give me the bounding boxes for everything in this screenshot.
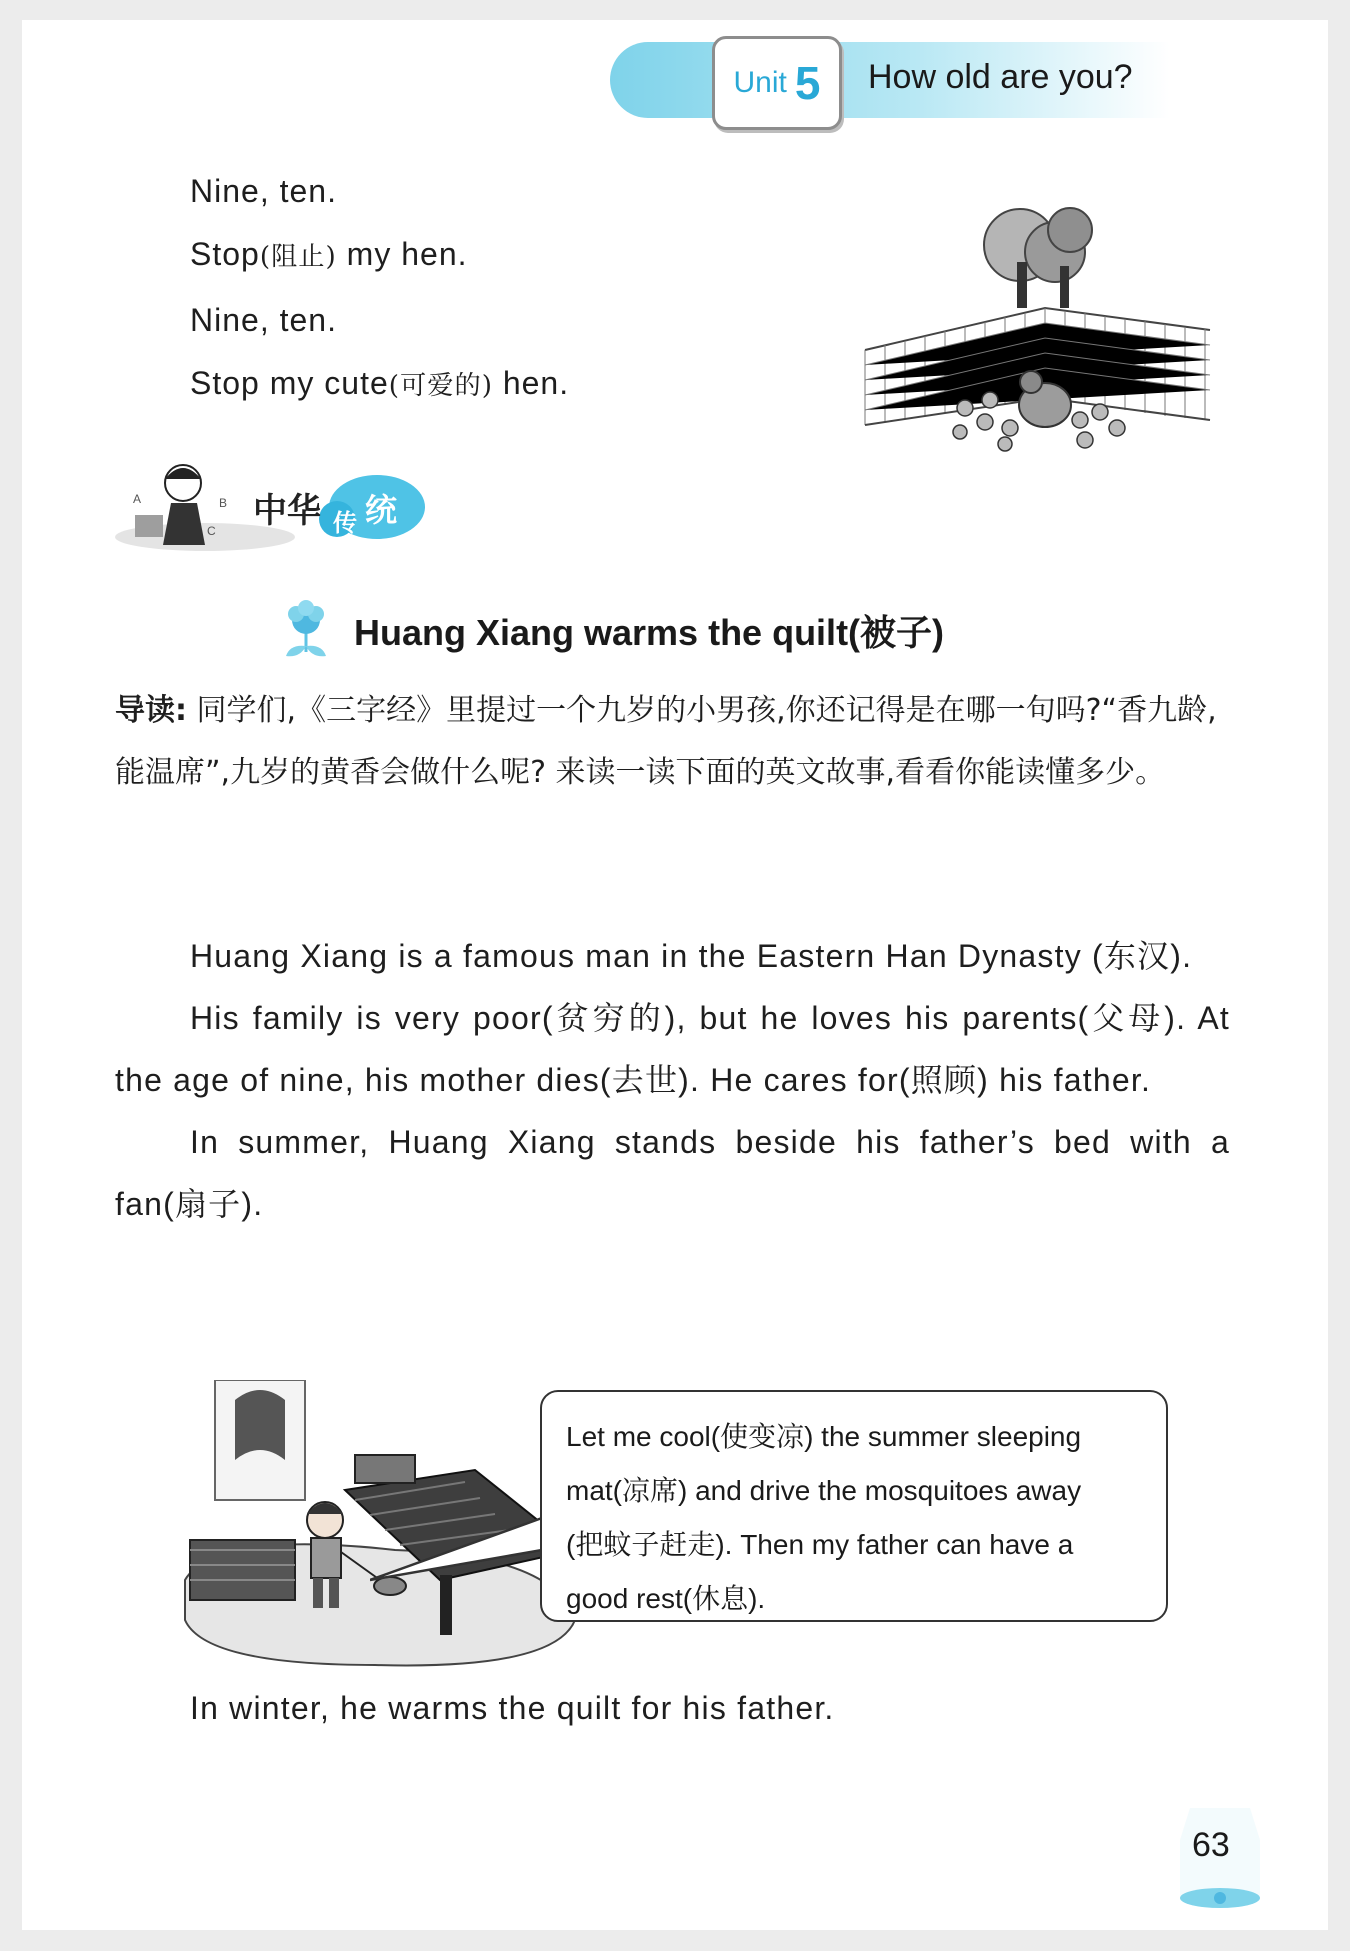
- bubble-line: Let me cool(使变凉) the summer sleeping: [566, 1421, 1082, 1452]
- rhyme-text: Stop: [190, 236, 260, 272]
- svg-text:B: B: [219, 496, 228, 510]
- blue-flower-icon: [280, 600, 332, 660]
- story-paragraph: His family is very poor(贫穷的), but he loves his parents(父母). At the age of nine, his mother dies(去世). He cares for(照顾) his father.: [115, 1000, 1230, 1098]
- rhyme-line: [190, 223, 569, 289]
- rhyme-line: Nine, ten.: [190, 173, 337, 209]
- intro-text: 同学们,《三字经》里提过一个九岁的小男孩,你还记得是在哪一句吗?“香九龄,能温席”,九岁的黄香会做什么呢? 来读一读下面的英文故事,看看你能读懂多少。: [115, 693, 1217, 790]
- story-heading: [280, 600, 944, 660]
- bubble-line: mat(凉席) and drive the mosquitoes away: [566, 1475, 1082, 1506]
- rhyme-text: Stop my cute: [190, 365, 389, 401]
- unit-word: Unit: [733, 66, 787, 99]
- intro-paragraph: [115, 680, 1230, 804]
- story-paragraph: Huang Xiang is a famous man in the Eastern Han Dynasty (东汉).: [190, 938, 1193, 974]
- bubble-line: good rest(休息).: [566, 1583, 766, 1614]
- bubble-line: (把蚊子赶走). Then my father can have a: [566, 1529, 1074, 1560]
- badge-text-zhonghua: 中华: [253, 491, 321, 531]
- rhyme-gloss: (可爱的): [388, 371, 493, 401]
- speech-bubble: [540, 1390, 1168, 1622]
- story-paragraph: In summer, Huang Xiang stands beside his father’s bed with a fan(扇子).: [115, 1124, 1230, 1222]
- story-paragraph-last: In winter, he warms the quilt for his father.: [190, 1690, 835, 1726]
- story-body: [115, 925, 1230, 1235]
- rhyme-text: my hen.: [336, 236, 468, 272]
- intro-label: 导读:: [115, 693, 187, 728]
- svg-text:A: A: [133, 492, 142, 506]
- rhyme-line: [190, 352, 569, 418]
- unit-title: How old are you?: [868, 58, 1133, 96]
- hen-and-chicks-illustration: [855, 200, 1215, 460]
- rhyme-text: hen.: [492, 365, 570, 401]
- story-title: Huang Xiang warms the quilt(被子): [354, 611, 945, 653]
- rhyme-block: [190, 160, 569, 418]
- svg-text:C: C: [207, 524, 216, 538]
- badge-text-tong: 统: [365, 491, 398, 529]
- page-number: 63: [1192, 1826, 1230, 1864]
- chinese-tradition-badge: [115, 455, 455, 555]
- rhyme-line: Nine, ten.: [190, 302, 337, 338]
- rhyme-gloss: (阻止): [259, 242, 337, 272]
- badge-text-chuan: 传: [333, 509, 357, 537]
- unit-label-box: [712, 36, 842, 130]
- speech-bubble-tail: [370, 1510, 550, 1590]
- unit-number: 5: [794, 57, 821, 109]
